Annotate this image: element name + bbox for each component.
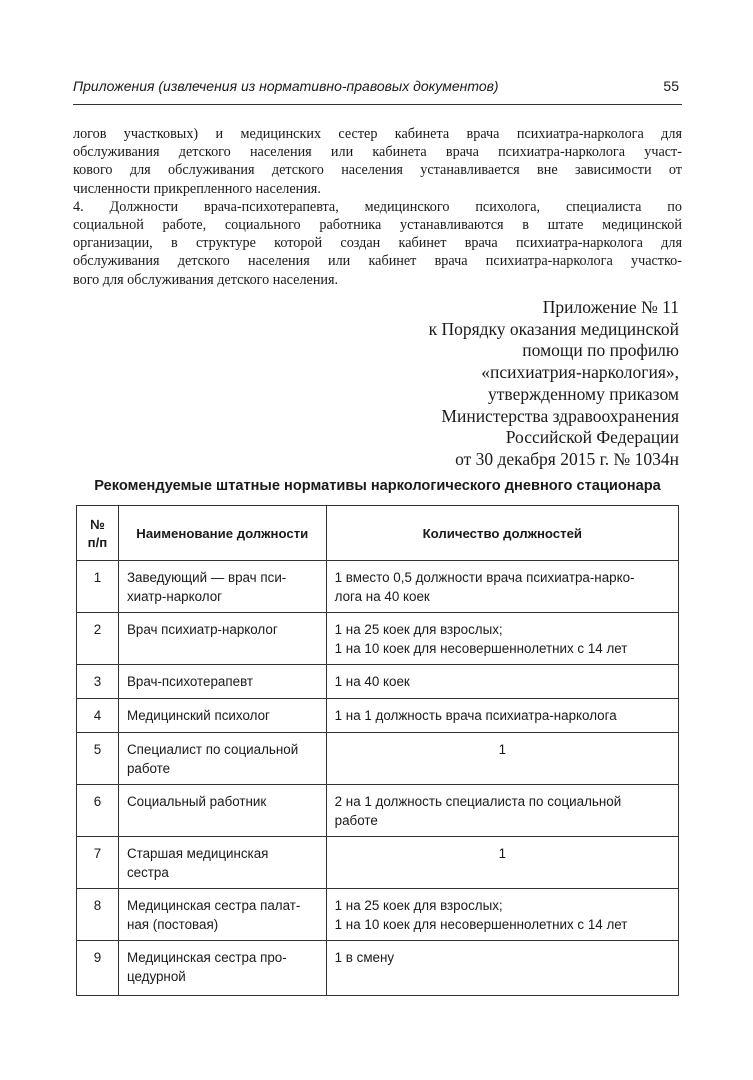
position-line: Медицинская сестра палат- bbox=[126, 898, 301, 913]
row-num: 4 bbox=[77, 699, 119, 733]
row-num: 2 bbox=[77, 613, 119, 665]
position-line: хиатр-нарколог bbox=[126, 588, 223, 604]
body-line: численности прикрепленного населения. bbox=[73, 180, 321, 197]
count-line: 1 на 10 коек для несовершеннолетних с 14 лет bbox=[334, 640, 628, 656]
page-number: 55 bbox=[663, 78, 679, 94]
position-line: Медицинская сестра про- bbox=[126, 950, 287, 965]
position-line: Врач-психотерапевт bbox=[126, 674, 254, 689]
appendix-reference bbox=[259, 297, 679, 471]
header-num-line1: № bbox=[90, 516, 105, 532]
table-row bbox=[77, 785, 679, 837]
row-position bbox=[118, 561, 326, 613]
appendix-line: от 30 декабря 2015 г. № 1034н bbox=[455, 448, 679, 469]
row-count bbox=[326, 665, 678, 699]
header-title: Приложения (извлечения из нормативно-правовых документов) bbox=[73, 78, 499, 94]
table-row bbox=[77, 733, 679, 785]
running-header bbox=[73, 76, 682, 98]
count-line: лога на 40 коек bbox=[334, 588, 430, 604]
row-count bbox=[326, 785, 678, 837]
count-line: 1 на 25 коек для взрослых; bbox=[334, 898, 503, 913]
appendix-line: Приложение № 11 bbox=[542, 297, 679, 317]
header-rule bbox=[73, 104, 682, 105]
row-position bbox=[118, 665, 326, 699]
row-count bbox=[326, 941, 678, 996]
count-line: 1 на 25 коек для взрослых; bbox=[334, 622, 503, 637]
appendix-line: Министерства здравоохранения bbox=[441, 405, 679, 426]
position-line: Специалист по социальной bbox=[126, 742, 299, 757]
header-num bbox=[77, 506, 119, 561]
row-count bbox=[326, 561, 678, 613]
row-position bbox=[118, 889, 326, 941]
body-line: организации, в структуре которой создан кабинет врача психиатра-нарколога для bbox=[73, 235, 682, 252]
row-count bbox=[326, 889, 678, 941]
row-position bbox=[118, 733, 326, 785]
table-row bbox=[77, 699, 679, 733]
appendix-line: помощи по профилю bbox=[522, 340, 679, 361]
header-num-line2: п/п bbox=[87, 535, 108, 550]
body-paragraphs bbox=[73, 125, 682, 289]
position-line: Социальный работник bbox=[126, 794, 267, 809]
table-row bbox=[77, 941, 679, 996]
header-position: Наименование должности bbox=[118, 506, 326, 561]
staffing-table bbox=[76, 505, 679, 996]
table-row bbox=[77, 889, 679, 941]
body-line: 4. Должности врача-психотерапевта, медицинского психолога, специалиста по bbox=[73, 198, 682, 215]
body-line: обслуживания детского населения или кабинета врача психиатра-нарколога участ- bbox=[73, 144, 682, 161]
position-line: Медицинский психолог bbox=[126, 708, 270, 723]
row-count bbox=[326, 733, 678, 785]
row-num: 9 bbox=[77, 941, 119, 996]
body-line: обслуживания детского населения или кабинет врача психиатра-нарколога участко- bbox=[73, 253, 682, 270]
body-line: кового для обслуживания детского населения устанавливается вне зависимости от bbox=[73, 162, 682, 179]
position-line: ная (постовая) bbox=[126, 916, 219, 932]
count-line: 1 на 40 коек bbox=[334, 674, 410, 689]
count-line: 1 на 1 должность врача психиатра-нарколога bbox=[334, 708, 617, 723]
count-line: 1 bbox=[498, 742, 507, 757]
row-num: 6 bbox=[77, 785, 119, 837]
position-line: сестра bbox=[126, 864, 169, 880]
count-line: 1 в смену bbox=[334, 950, 395, 965]
position-line: Заведующий — врач пси- bbox=[126, 570, 287, 585]
position-line: Старшая медицинская bbox=[126, 846, 269, 861]
row-num: 8 bbox=[77, 889, 119, 941]
row-position bbox=[118, 941, 326, 996]
row-count bbox=[326, 699, 678, 733]
table-header-row bbox=[77, 506, 679, 561]
table-row bbox=[77, 613, 679, 665]
table-row bbox=[77, 837, 679, 889]
position-line: цедурной bbox=[126, 968, 186, 984]
body-line: социальной работе, социального работника устанавливаются в штате медицинской bbox=[73, 216, 682, 233]
row-position bbox=[118, 785, 326, 837]
row-position bbox=[118, 699, 326, 733]
row-num: 3 bbox=[77, 665, 119, 699]
table-row bbox=[77, 665, 679, 699]
row-num: 5 bbox=[77, 733, 119, 785]
position-line: работе bbox=[126, 760, 171, 776]
count-line: 2 на 1 должность специалиста по социальной bbox=[334, 794, 622, 809]
body-line: логов участковых) и медицинских сестер кабинета врача психиатра-нарколога для bbox=[73, 126, 682, 142]
count-line: 1 bbox=[498, 846, 507, 861]
row-position bbox=[118, 837, 326, 889]
header-count: Количество должностей bbox=[326, 506, 678, 561]
row-num: 7 bbox=[77, 837, 119, 889]
appendix-line: «психиатрия-наркология», bbox=[481, 362, 679, 383]
appendix-line: Российской Федерации bbox=[505, 427, 679, 448]
row-count bbox=[326, 613, 678, 665]
count-line: 1 на 10 коек для несовершеннолетних с 14 лет bbox=[334, 916, 628, 932]
appendix-line: утвержденному приказом bbox=[488, 383, 679, 404]
table-title: Рекомендуемые штатные нормативы наркологического дневного стационара bbox=[94, 478, 661, 494]
appendix-line: к Порядку оказания медицинской bbox=[428, 318, 679, 339]
row-position bbox=[118, 613, 326, 665]
count-line: работе bbox=[334, 812, 378, 828]
row-count bbox=[326, 837, 678, 889]
row-num: 1 bbox=[77, 561, 119, 613]
count-line: 1 вместо 0,5 должности врача психиатра-нарко- bbox=[334, 570, 635, 585]
body-line: вого для обслуживания детского населения. bbox=[73, 271, 339, 288]
table-row bbox=[77, 561, 679, 613]
position-line: Врач психиатр-нарколог bbox=[126, 622, 278, 637]
